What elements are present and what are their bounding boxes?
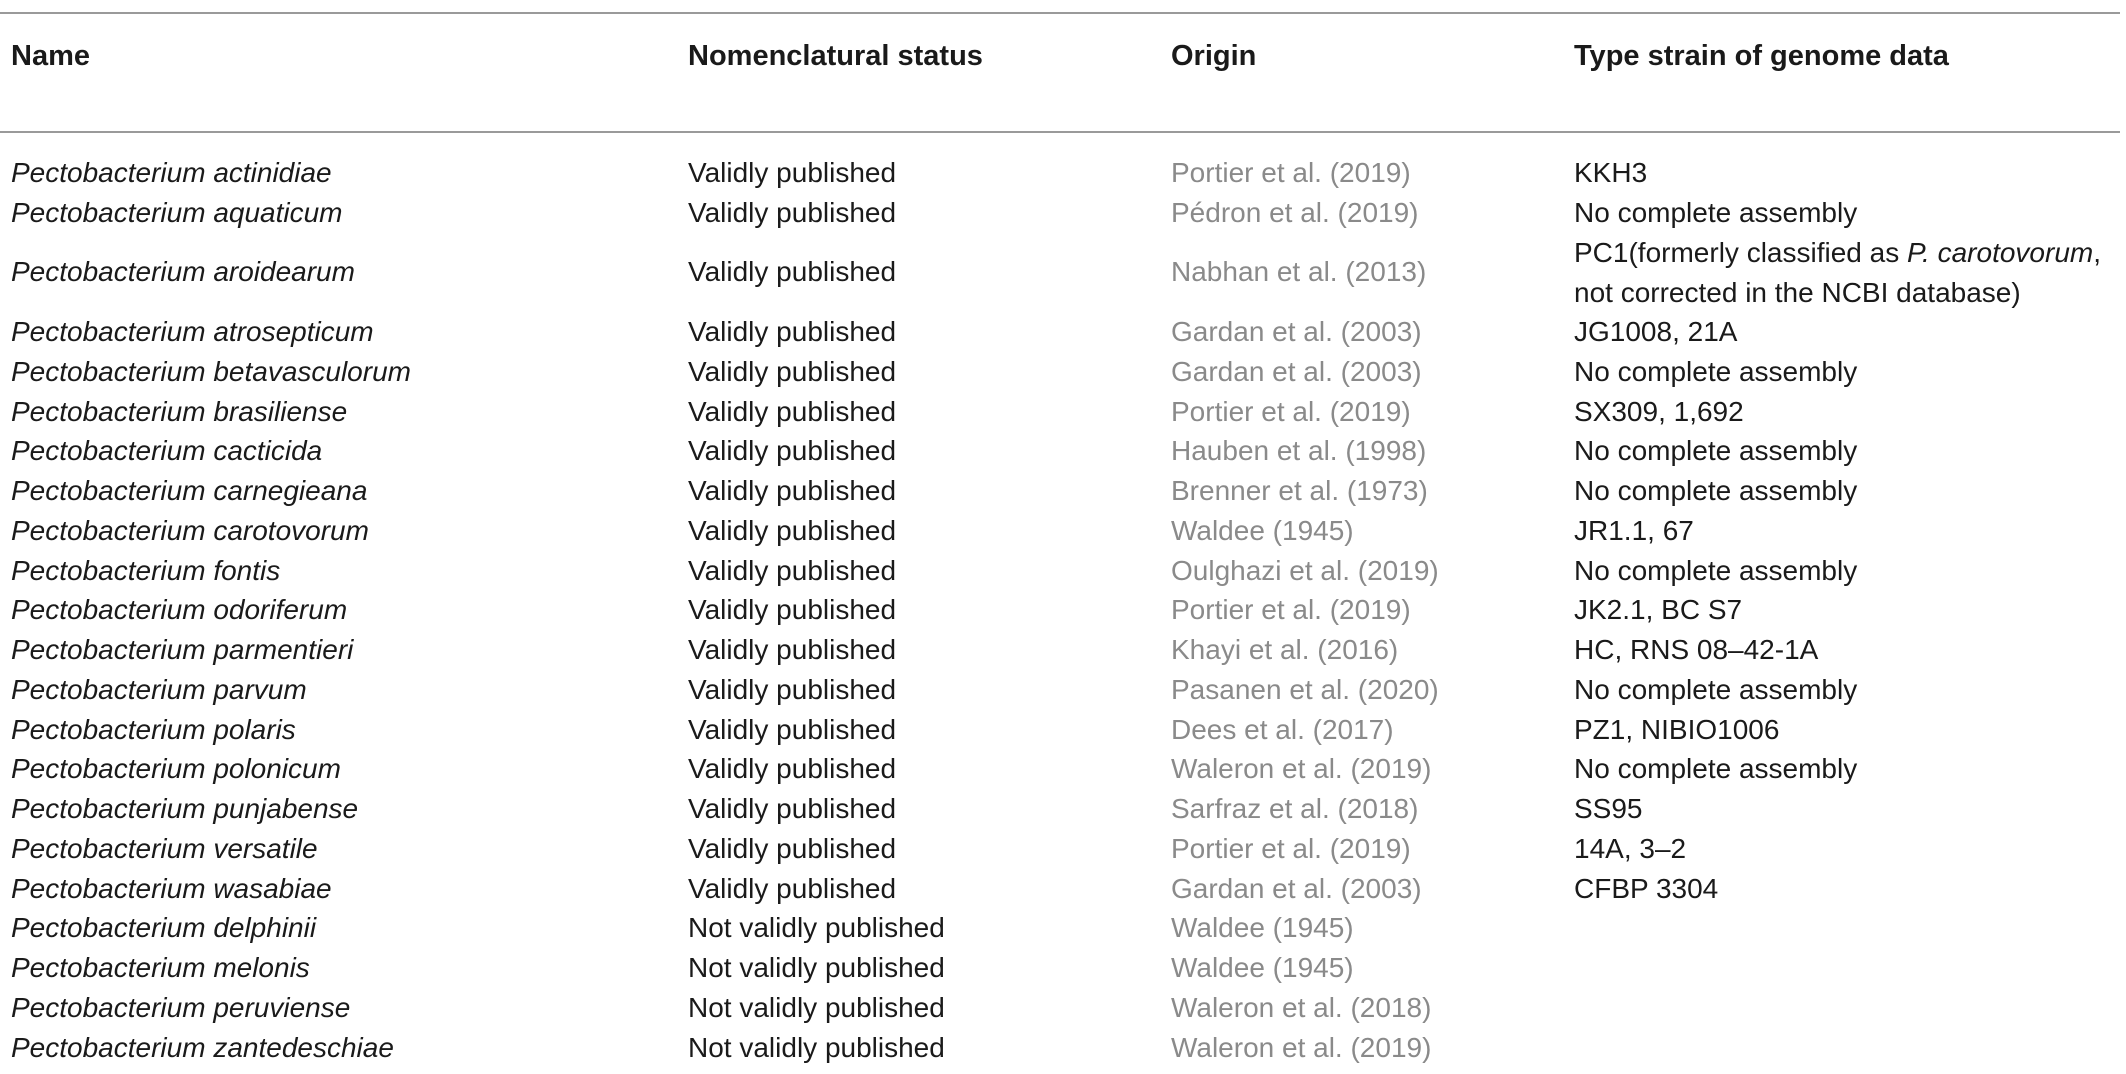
cell-name: Pectobacterium aroidearum	[11, 256, 355, 288]
cell-origin-link[interactable]: Sarfraz et al. (2018)	[1171, 793, 1419, 824]
cell-status: Validly published	[688, 157, 897, 188]
cell-origin-link[interactable]: Pasanen et al. (2020)	[1171, 673, 1439, 705]
cell-name: Pectobacterium aquaticum	[11, 196, 343, 228]
cell-status: Validly published	[688, 256, 897, 288]
header-name: Name	[11, 40, 90, 72]
cell-status: Validly published	[688, 793, 897, 824]
cell-name: Pectobacterium actinidiae	[11, 157, 332, 188]
table-top-rule	[0, 12, 2120, 14]
table-row	[0, 630, 2120, 670]
cell-status: Validly published	[688, 514, 897, 546]
table-row	[0, 392, 2120, 432]
cell-name: Pectobacterium atrosepticum	[11, 316, 374, 347]
cell-name: Pectobacterium parvum	[11, 673, 307, 705]
cell-strain: HC, RNS 08–42-1A	[1574, 634, 1819, 665]
cell-origin-link[interactable]: Hauben et al. (1998)	[1171, 435, 1427, 467]
cell-name: Pectobacterium versatile	[11, 832, 318, 864]
table-row	[0, 312, 2120, 352]
strain-line-1	[1574, 233, 2101, 273]
table-row	[0, 590, 2120, 630]
strain-line-2: not corrected in the NCBI database)	[1574, 276, 2021, 308]
cell-status: Not validly published	[688, 991, 945, 1023]
cell-status: Validly published	[688, 395, 897, 427]
cell-strain: SS95	[1574, 793, 1643, 824]
table-row	[0, 869, 2120, 909]
cell-origin-link[interactable]: Waleron et al. (2019)	[1171, 1031, 1432, 1063]
cell-strain: KKH3	[1574, 157, 1648, 188]
cell-status: Validly published	[688, 196, 897, 228]
cell-status: Validly published	[688, 475, 897, 506]
cell-status: Validly published	[688, 753, 897, 785]
cell-name: Pectobacterium wasabiae	[11, 872, 332, 904]
cell-origin-link[interactable]: Waldee (1945)	[1171, 912, 1354, 944]
table-row	[0, 233, 2120, 313]
cell-name: Pectobacterium carotovorum	[11, 514, 369, 546]
cell-status: Not validly published	[688, 912, 945, 944]
cell-status: Validly published	[688, 872, 897, 904]
cell-strain: JK2.1, BC S7	[1574, 594, 1743, 626]
cell-origin-link[interactable]: Gardan et al. (2003)	[1171, 316, 1422, 347]
cell-name: Pectobacterium polonicum	[11, 753, 341, 785]
cell-status: Not validly published	[688, 1031, 945, 1063]
cell-status: Validly published	[688, 832, 897, 864]
cell-name: Pectobacterium parmentieri	[11, 634, 354, 665]
table-row	[0, 471, 2120, 511]
cell-origin-link[interactable]: Brenner et al. (1973)	[1171, 475, 1428, 506]
cell-strain: No complete assembly	[1574, 554, 1858, 586]
cell-status: Validly published	[688, 594, 897, 626]
header-type-strain: Type strain of genome data	[1574, 40, 1949, 72]
table-row	[0, 710, 2120, 750]
table-row	[0, 352, 2120, 392]
cell-status: Validly published	[688, 435, 897, 467]
strain-line-1-suffix: ,	[2093, 236, 2102, 268]
header-nomenclatural-status: Nomenclatural status	[688, 40, 983, 72]
table-row	[0, 551, 2120, 591]
table-row	[0, 789, 2120, 829]
cell-status: Validly published	[688, 713, 897, 745]
cell-origin-link[interactable]: Pédron et al. (2019)	[1171, 196, 1419, 228]
cell-status: Validly published	[688, 355, 897, 387]
cell-origin-link[interactable]: Nabhan et al. (2013)	[1171, 256, 1427, 288]
cell-strain: 14A, 3–2	[1574, 832, 1687, 864]
cell-origin-link[interactable]: Gardan et al. (2003)	[1171, 355, 1422, 387]
strain-line-1-prefix: PC1(formerly classified as	[1574, 236, 1907, 268]
table-header-rule	[0, 131, 2120, 133]
table-row	[0, 829, 2120, 869]
cell-strain: JR1.1, 67	[1574, 514, 1694, 546]
cell-name: Pectobacterium cacticida	[11, 435, 323, 467]
cell-name: Pectobacterium carnegieana	[11, 475, 368, 506]
cell-status: Validly published	[688, 316, 897, 347]
cell-strain: SX309, 1,692	[1574, 395, 1744, 427]
cell-strain: PZ1, NIBIO1006	[1574, 713, 1780, 745]
table-body	[0, 153, 2120, 1067]
table-row	[0, 749, 2120, 789]
cell-name: Pectobacterium peruviense	[11, 991, 351, 1023]
cell-name: Pectobacterium brasiliense	[11, 395, 348, 427]
cell-origin-link[interactable]: Portier et al. (2019)	[1171, 832, 1411, 864]
header-origin: Origin	[1171, 40, 1257, 72]
table-row	[0, 948, 2120, 988]
strain-line-1-species: P. carotovorum	[1906, 236, 2094, 268]
cell-status: Validly published	[688, 673, 897, 705]
table-row	[0, 511, 2120, 551]
cell-origin-link[interactable]: Khayi et al. (2016)	[1171, 634, 1399, 665]
cell-origin-link[interactable]: Dees et al. (2017)	[1171, 713, 1394, 745]
table-row	[0, 670, 2120, 710]
cell-strain: No complete assembly	[1574, 673, 1858, 705]
cell-origin-link[interactable]: Waldee (1945)	[1171, 952, 1354, 983]
cell-origin-link[interactable]: Portier et al. (2019)	[1171, 157, 1411, 188]
cell-status: Validly published	[688, 554, 897, 586]
cell-strain: CFBP 3304	[1574, 872, 1719, 904]
cell-status: Not validly published	[688, 952, 945, 983]
cell-name: Pectobacterium odoriferum	[11, 594, 348, 626]
cell-name: Pectobacterium punjabense	[11, 793, 359, 824]
table-row	[0, 908, 2120, 948]
cell-origin-link[interactable]: Waldee (1945)	[1171, 514, 1354, 546]
table-row	[0, 431, 2120, 471]
table-header-row	[0, 36, 2120, 76]
cell-name: Pectobacterium melonis	[11, 952, 310, 983]
cell-name: Pectobacterium zantedeschiae	[11, 1031, 394, 1063]
cell-strain: No complete assembly	[1574, 753, 1858, 785]
cell-name: Pectobacterium polaris	[11, 713, 296, 745]
cell-strain: No complete assembly	[1574, 196, 1858, 228]
cell-strain: No complete assembly	[1574, 435, 1858, 467]
cell-origin-link[interactable]: Waleron et al. (2019)	[1171, 753, 1432, 785]
table-row	[0, 988, 2120, 1028]
cell-name: Pectobacterium betavasculorum	[11, 355, 411, 387]
cell-origin-link[interactable]: Portier et al. (2019)	[1171, 594, 1411, 626]
cell-strain: JG1008, 21A	[1574, 316, 1738, 347]
cell-strain: No complete assembly	[1574, 355, 1858, 387]
table-row	[0, 1028, 2120, 1068]
cell-strain: No complete assembly	[1574, 475, 1858, 506]
table-row	[0, 153, 2120, 193]
cell-origin-link[interactable]: Oulghazi et al. (2019)	[1171, 554, 1439, 586]
cell-status: Validly published	[688, 634, 897, 665]
cell-origin-link[interactable]: Waleron et al. (2018)	[1171, 991, 1432, 1023]
cell-origin-link[interactable]: Portier et al. (2019)	[1171, 395, 1411, 427]
cell-origin-link[interactable]: Gardan et al. (2003)	[1171, 872, 1422, 904]
table-row	[0, 193, 2120, 233]
cell-name: Pectobacterium fontis	[11, 554, 281, 586]
cell-name: Pectobacterium delphinii	[11, 912, 317, 944]
cell-strain	[1574, 233, 2101, 313]
